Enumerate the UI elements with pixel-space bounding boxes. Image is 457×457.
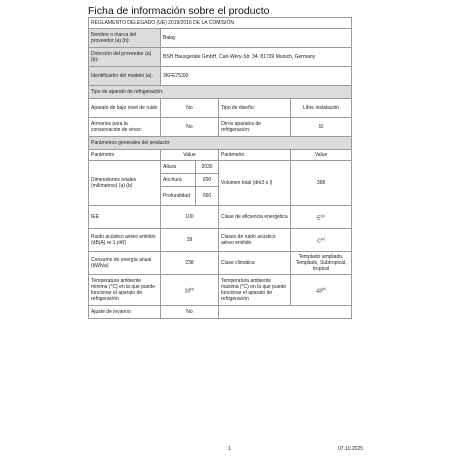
tmax-note: (c) bbox=[321, 286, 326, 291]
general-heading: Parámetros generales del producto: bbox=[89, 137, 352, 150]
noise-label: Ruido acústico aéreo emitido (dB(A) re 1 pW) bbox=[89, 229, 161, 252]
appliance-type-heading: Tipo de aparato de refrigeración: bbox=[89, 86, 352, 99]
iee-label: IEE bbox=[89, 206, 161, 229]
brand-value: Balay bbox=[161, 29, 352, 48]
brand-row bbox=[89, 29, 352, 48]
regulation-text: REGLAMENTO DELEGADO (UE) 2019/2016 DE LA COMISIÓN bbox=[89, 18, 352, 29]
low-noise-row bbox=[89, 99, 352, 118]
tmax-cell bbox=[291, 275, 352, 306]
noise-class-note: (c) bbox=[320, 236, 325, 241]
low-noise-label: Aparato de bajo nivel de ruido bbox=[89, 99, 161, 118]
winter-empty-cell bbox=[219, 306, 352, 319]
brand-label: Nombre o marca del proveedor (a) (b): bbox=[89, 29, 161, 48]
winter-value: No bbox=[161, 306, 219, 319]
col-param-left: Parámetro bbox=[89, 150, 161, 161]
energy-row bbox=[89, 252, 352, 275]
regulation-row bbox=[89, 18, 352, 29]
model-label: Identificador del modelo (a): bbox=[89, 67, 161, 86]
general-header-row bbox=[89, 150, 352, 161]
eff-label: Clase de eficiencia energética bbox=[219, 206, 291, 229]
col-value-right: Value bbox=[291, 150, 352, 161]
climate-label: Clase climática bbox=[219, 252, 291, 275]
depth-value: 660 bbox=[196, 187, 219, 206]
other-label: Otros aparatos de refrigeración: bbox=[219, 118, 291, 137]
wine-value: No bbox=[161, 118, 219, 137]
design-label: Tipo de diseño: bbox=[219, 99, 291, 118]
design-value: Libre instalación bbox=[291, 99, 352, 118]
noise-class-label: Clases de ruido acústico aéreo emitido bbox=[219, 229, 291, 252]
footer-date: 07.10.2025 bbox=[338, 446, 364, 452]
climate-value: Templado ampliado, Templado, Subtropical, tropical bbox=[291, 252, 352, 275]
volume-label: Volumen total (dm3 o l) bbox=[219, 161, 291, 206]
address-value: BSH Hausgeräte GmbH, Carl-Wery-Str. 34, 81739 Munich, Germany bbox=[161, 48, 352, 67]
tmax-label: Temperatura ambiente máxima (°C) en la que puede funcionar el aparato de refrigeración bbox=[219, 275, 291, 306]
width-label: Anchura bbox=[161, 174, 196, 187]
low-noise-value: No bbox=[161, 99, 219, 118]
model-value: 3KFE753XI bbox=[161, 67, 352, 86]
temperature-row bbox=[89, 275, 352, 306]
noise-class-value: C bbox=[317, 238, 321, 245]
tmax-value: 43 bbox=[316, 288, 322, 295]
address-label: Dirección del proveedor (a) (b): bbox=[89, 48, 161, 67]
col-param-right: Parámetro bbox=[219, 150, 291, 161]
noise-row bbox=[89, 229, 352, 252]
width-value: 600 bbox=[196, 174, 219, 187]
volume-value: 368 bbox=[291, 161, 352, 206]
winter-label: Ajuste de invierno bbox=[89, 306, 161, 319]
energy-label: Consumo de energía anual (kWh/a) bbox=[89, 252, 161, 275]
col-value-left: Value bbox=[161, 150, 219, 161]
dims-row-height bbox=[89, 161, 352, 174]
product-info-table bbox=[88, 17, 352, 319]
general-heading-row bbox=[89, 137, 352, 150]
tmin-cell bbox=[161, 275, 219, 306]
iee-value: 100 bbox=[161, 206, 219, 229]
tmin-value: 10 bbox=[184, 288, 191, 295]
tmin-note: (c) bbox=[190, 286, 195, 291]
height-value: 2030 bbox=[196, 161, 219, 174]
noise-class-cell bbox=[291, 229, 352, 252]
eff-note: (c) bbox=[320, 213, 325, 218]
appliance-type-heading-row bbox=[89, 86, 352, 99]
page-title: Ficha de información sobre el producto bbox=[88, 5, 270, 17]
tmin-label: Temperatura ambiente mínima (°C) en la que puede funcionar el aparato de refrigeración bbox=[89, 275, 161, 306]
iee-row bbox=[89, 206, 352, 229]
depth-label: Profundidad bbox=[161, 187, 196, 206]
energy-value: 238 bbox=[161, 252, 219, 275]
eff-cell bbox=[291, 206, 352, 229]
dims-label: Dimensiones totales (milímetros) (a) (b) bbox=[89, 161, 161, 206]
noise-value: 39 bbox=[161, 229, 219, 252]
eff-value: E bbox=[317, 215, 321, 222]
height-label: Altura bbox=[161, 161, 196, 174]
other-value: Sí bbox=[291, 118, 352, 137]
winter-row bbox=[89, 306, 352, 319]
wine-label: Armarios para la conservación de vinos: bbox=[89, 118, 161, 137]
page-number: 1 bbox=[228, 446, 231, 452]
address-row bbox=[89, 48, 352, 67]
model-row bbox=[89, 67, 352, 86]
wine-row bbox=[89, 118, 352, 137]
